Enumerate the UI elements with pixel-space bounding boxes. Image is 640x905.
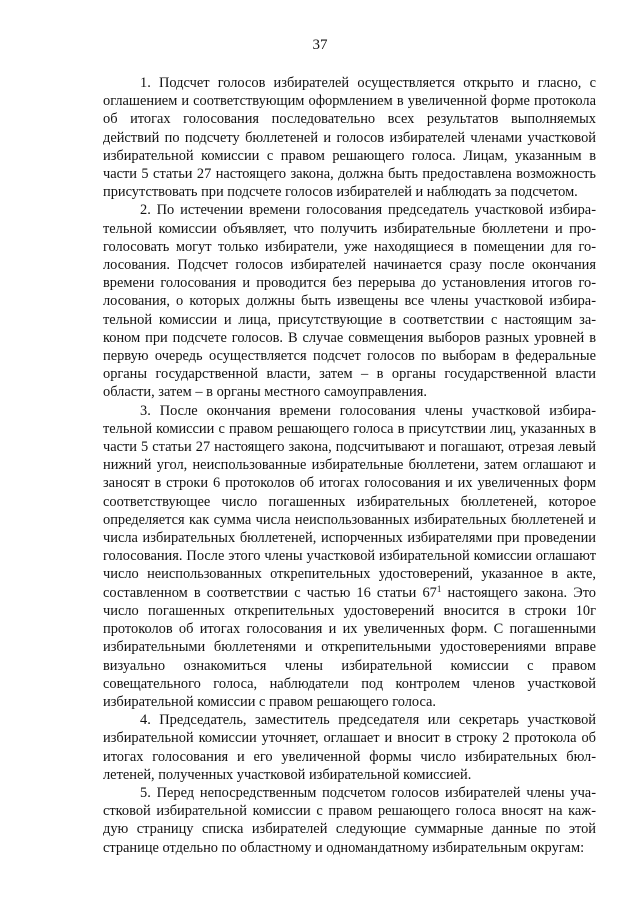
- paragraph-text: 5. Перед непосредственным подсчетом голосов избирателей члены участковой избирательной комиссии с правом решающего голоса вносят на каждую страницу списка избирателей следующие суммарные данные по этой странице отдельно по областному и одномандатному избирательным округам:: [103, 784, 596, 856]
- paragraph-text: 3. После окончания времени голосования члены участковой избирательной комиссии с правом решающего голоса в присутствии лиц, указанных в части 5 статьи 27 настоящего закона, подсчитывают и погашают, отрезая левый нижний угол, неиспользованные избирательные бюллетени, затем оглашают и заносят в строки 6 протоколов об итогах голосования и их увеличенных форм соответствующее число погашенных избирательных бюллетеней, которое определяется как сумма числа неиспользованных избирательных бюллетеней и числа избирательных бюллетеней, испорченных избирателями при проведении голосования. После этого члены участковой избирательной комиссии оглашают число неиспользованных открепительных удостоверений, указанное в акте, составленном в соответствии с частью 16 статьи 67: [103, 402, 596, 601]
- paragraph-4: [103, 711, 596, 784]
- paragraph-text: настоящего закона. Это число погашенных открепительных удостоверений вносится в строки 10г протоколов об итогах голосования и их увеличенных форм. С погашенными избирательными бюллетенями и открепительными удостоверениями вправе визуально ознакомиться члены избирательной комиссии с правом совещательного голоса, наблюдатели под контролем членов участковой избирательной комиссии с правом решающего голоса.: [103, 584, 596, 710]
- page-number: 37: [312, 37, 328, 53]
- superscript: 1: [436, 583, 442, 594]
- paragraph-1: [103, 74, 596, 201]
- paragraph-text: 2. По истечении времени голосования председатель участковой избирательной комиссии объявляет, что получить избирательные бюллетени и проголосовать могут только избиратели, уже находящиеся в помещении для голосования. Подсчет голосов избирателей начинается сразу после окончания времени голосования и проводится без перерыва до установления итогов голосования, о которых должны быть извещены все члены участковой избирательной комиссии и лица, присутствующие в соответствии с настоящим законом при подсчете голосов. В случае совмещения выборов разных уровней в первую очередь осуществляется подсчет голосов по выборам в федеральные органы государственной власти, затем – в органы государственной власти области, затем – в органы местного самоуправления.: [103, 202, 596, 401]
- paragraph-2: [103, 201, 596, 401]
- paragraph-5: [103, 784, 596, 857]
- body-text: [103, 74, 596, 857]
- paragraph-text: 1. Подсчет голосов избирателей осуществляется открыто и гласно, с оглашением и соответствующим оформлением в увеличенной форме протокола об итогах голосования последовательно всех результатов выполняемых действий по подсчету бюллетеней и голосов избирателей членами участковой избирательной комиссии с правом решающего голоса. Лицам, указанным в части 5 статьи 27 настоящего закона, должна быть предоставлена возможность присутствовать при подсчете голосов избирателей и наблюдать за подсчетом.: [103, 75, 596, 201]
- paragraph-text: 4. Председатель, заместитель председателя или секретарь участковой избирательной комиссии уточняет, оглашает и вносит в строку 2 протокола об итогах голосования и его увеличенной формы число избирательных бюллетеней, полученных участковой избирательной комиссией.: [103, 712, 596, 783]
- paragraph-3: [103, 402, 596, 711]
